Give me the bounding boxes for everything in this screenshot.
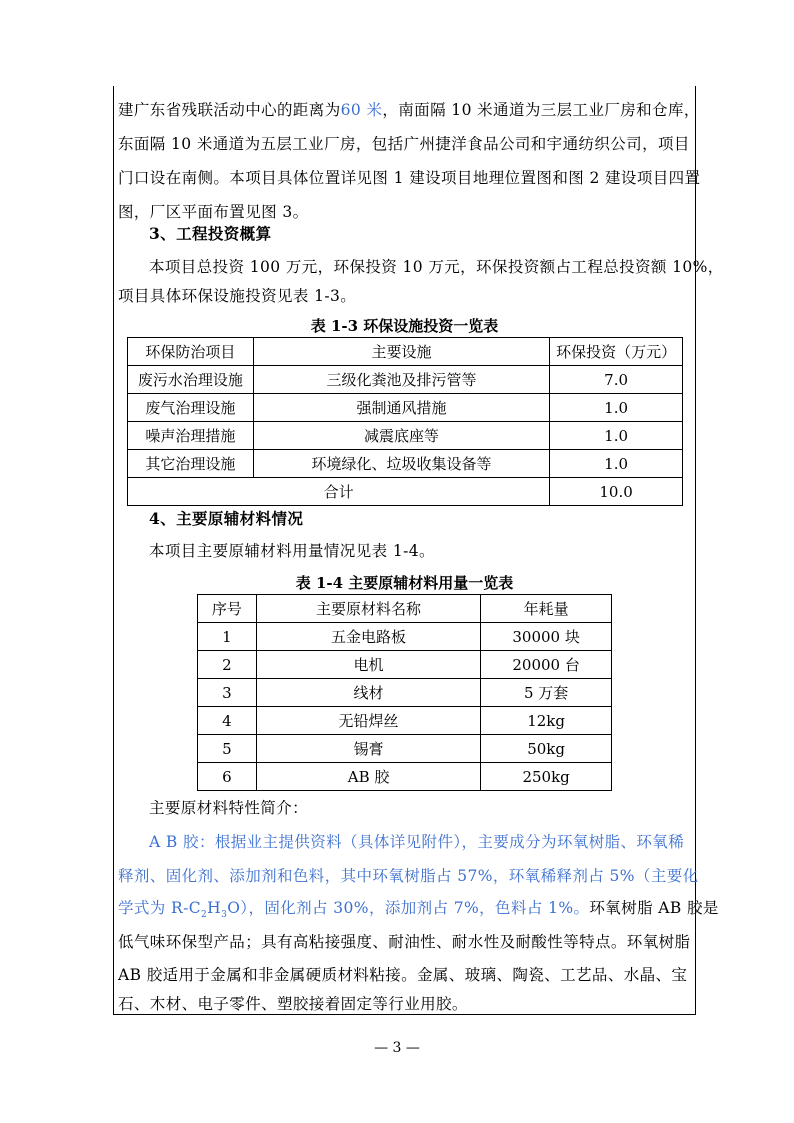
table-cell: 12kg	[481, 707, 612, 735]
table-cell: AB 胶	[256, 763, 480, 791]
table-cell: 五金电路板	[256, 623, 480, 651]
table-header-cell: 序号	[198, 595, 257, 623]
table-cell: 6	[198, 763, 257, 791]
paragraph-line: 项目具体环保设施投资见表 1-3。	[118, 287, 357, 305]
table-cell: 1	[198, 623, 257, 651]
table-row	[198, 651, 612, 679]
table-header-cell: 主要设施	[253, 338, 549, 366]
table-cell: 30000 块	[481, 623, 612, 651]
table-total-row	[128, 478, 683, 506]
table-row	[198, 707, 612, 735]
paragraph-line: A B 胶：根据业主提供资料（具体详见附件），主要成分为环氧树脂、环氧稀	[149, 833, 685, 851]
table-cell: 3	[198, 679, 257, 707]
table-cell: 5	[198, 735, 257, 763]
table-cell: 废污水治理设施	[128, 366, 254, 394]
table-header-row	[198, 595, 612, 623]
table-cell: 7.0	[550, 366, 683, 394]
paragraph-line: 门口设在南侧。本项目具体位置详见图 1 建设项目地理位置图和图 2 建设项目四置	[118, 169, 701, 187]
table-header-cell: 环保防治项目	[128, 338, 254, 366]
table-row	[128, 450, 683, 478]
table-row	[198, 735, 612, 763]
table-cell: 锡膏	[256, 735, 480, 763]
paragraph-line: AB 胶适用于金属和非金属硬质材料粘接。金属、玻璃、陶瓷、工艺品、水晶、宝	[118, 966, 688, 984]
table-cell: 减震底座等	[253, 422, 549, 450]
section-heading-materials: 4、主要原辅材料情况	[149, 509, 304, 528]
table-cell: 强制通风措施	[253, 394, 549, 422]
table-row	[198, 623, 612, 651]
table-header-cell: 主要原材料名称	[256, 595, 480, 623]
paragraph-line: 东面隔 10 米通道为五层工业厂房，包括广州捷洋食品公司和宇通纺织公司，项目	[118, 135, 690, 153]
table-cell: 三级化粪池及排污管等	[253, 366, 549, 394]
table-cell: 无铅焊丝	[256, 707, 480, 735]
table-cell: 其它治理设施	[128, 450, 254, 478]
table-row	[198, 763, 612, 791]
table-cell: 1.0	[550, 394, 683, 422]
table-cell: 噪声治理措施	[128, 422, 254, 450]
table-cell: 环境绿化、垃圾收集设备等	[253, 450, 549, 478]
paragraph-line: 释剂、固化剂、添加剂和色料，其中环氧树脂占 57%，环氧稀释剂占 5%（主要化	[118, 867, 699, 885]
paragraph-line: 图，厂区平面布置见图 3。	[118, 203, 309, 221]
paragraph-line: 石、木材、电子零件、塑胶接着固定等行业用胶。	[118, 995, 468, 1013]
section-heading-investment: 3、工程投资概算	[149, 224, 272, 243]
table-row	[128, 394, 683, 422]
table-header-row	[128, 338, 683, 366]
table-cell: 1.0	[550, 450, 683, 478]
table-caption: 表 1-3 环保设施投资一览表	[310, 317, 499, 335]
table-cell: 5 万套	[481, 679, 612, 707]
paragraph-line: 建广东省残联活动中心的距离为60 米，南面隔 10 米通道为三层工业厂房和仓库，	[118, 101, 700, 119]
distance-highlight: 60 米	[340, 101, 383, 119]
table-row	[128, 422, 683, 450]
table-header-cell: 年耗量	[481, 595, 612, 623]
table-cell: 废气治理设施	[128, 394, 254, 422]
table-cell: 合计	[128, 478, 550, 506]
table-cell: 10.0	[550, 478, 683, 506]
table-cell: 2	[198, 651, 257, 679]
page-number: — 3 —	[374, 1040, 420, 1056]
table-row	[198, 679, 612, 707]
paragraph-line: 学式为 $R-C_2H_3O$），固化剂占 30%，添加剂占 7%，色料占 1%。环氧树脂 AB 胶是	[118, 899, 719, 921]
table-cell: 1.0	[550, 422, 683, 450]
paragraph-line: 本项目总投资 100 万元，环保投资 10 万元，环保投资额占工程总投资额 10%，	[149, 258, 724, 276]
table-row	[128, 366, 683, 394]
table-caption: 表 1-4 主要原辅材料用量一览表	[295, 574, 514, 592]
paragraph-line: 主要原材料特性简介：	[149, 799, 309, 817]
env-investment-table	[127, 337, 683, 506]
table-cell: 电机	[256, 651, 480, 679]
materials-table	[197, 594, 612, 791]
paragraph-line: 本项目主要原辅材料用量情况见表 1-4。	[149, 542, 435, 560]
table-cell: 250kg	[481, 763, 612, 791]
table-header-cell: 环保投资（万元）	[550, 338, 683, 366]
table-cell: 线材	[256, 679, 480, 707]
table-cell: 20000 台	[481, 651, 612, 679]
table-cell: 4	[198, 707, 257, 735]
paragraph-line: 低气味环保型产品；具有高粘接强度、耐油性、耐水性及耐酸性等特点。环氧树脂	[118, 933, 691, 951]
table-cell: 50kg	[481, 735, 612, 763]
